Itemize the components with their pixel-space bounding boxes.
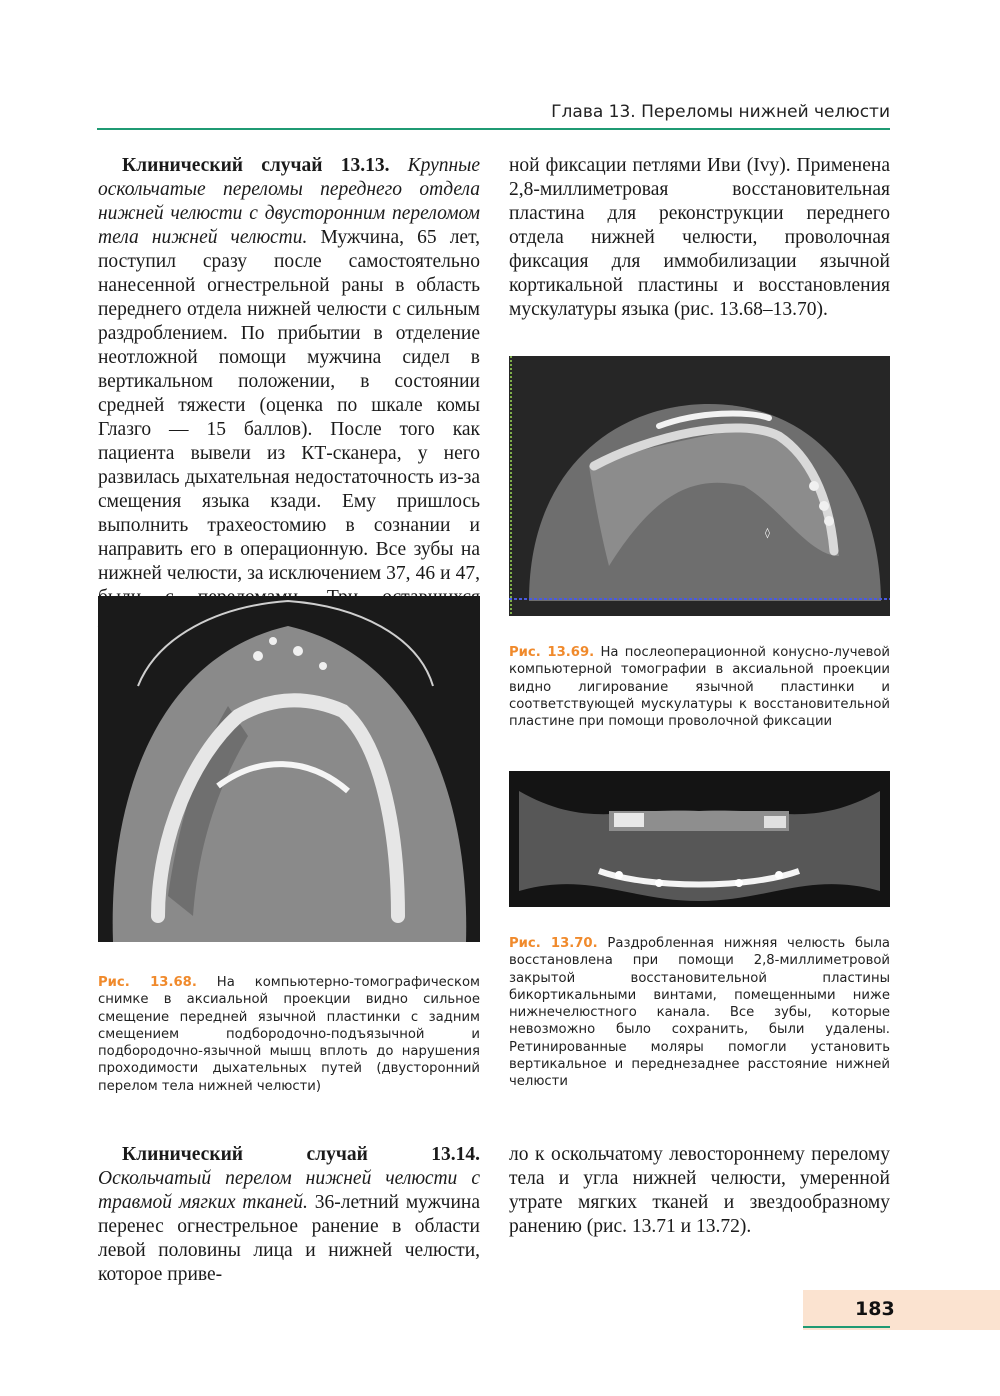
figure-13-70-label: Рис. 13.70. — [509, 936, 598, 951]
case-13-14-subtitle: Оскольчатый перелом нижней челюсти с травмой мягких тканей. — [98, 1168, 480, 1213]
figure-13-68-text: На компьютерно-томографическом снимке в аксиальной проекции видно сильное смещение передней язычной пластинки с задним смещением подбородочно-подъязычной и подбородочно-язычной мышц вплоть до нарушения проходимости дыхательных путей (двусторонний перелом тела нижней челюсти) — [98, 975, 480, 1094]
figure-13-68-label: Рис. 13.68. — [98, 975, 197, 990]
page-number-box — [803, 1290, 1000, 1330]
wire-marker-icon: ◊ — [765, 528, 770, 539]
figure-13-69-image — [509, 356, 890, 616]
figure-13-68-caption — [98, 974, 480, 1095]
figure-13-69-caption — [509, 644, 890, 730]
figure-13-68-image — [98, 596, 480, 942]
chapter-title: Глава 13. Переломы нижней челюсти — [551, 102, 890, 122]
case-13-14-continuation: ло к оскольчатому левостороннему перелому тела и угла нижней челюсти, умеренной утрате мягких тканей и звездообразному ранению (рис. 13.71 и 13.72). — [509, 1144, 890, 1237]
case-13-13-heading: Клинический случай 13.13. — [122, 155, 390, 176]
figure-13-70-image — [509, 771, 890, 907]
case-13-14-paragraph — [98, 1143, 480, 1287]
figure-13-70-text: Раздробленная нижняя челюсть была восстановлена при помощи 2,8-миллиметровой закрытой восстановительной пластины бикортикальными винтами, помещенными ниже нижнечелюстного канала. Все зубы, которые невозможно было сохранить, были удалены. Ретинированные моляры помогли установить вертикальное и переднезаднее расстояние нижней челюсти — [509, 936, 890, 1090]
case-13-13-continuation: ной фиксации петлями Иви (Ivy). Применена 2,8-миллиметровая восстановительная пластина для реконструкции переднего отдела нижней челюсти, проволочная фиксация для иммобилизации язычной кортикальной пластины и восстановления мускулатуры языка (рис. 13.68–13.70). — [509, 155, 890, 320]
case-13-14-heading: Клинический случай 13.14. — [122, 1144, 480, 1165]
header-rule — [97, 128, 890, 130]
case-13-13-paragraph — [98, 154, 480, 658]
figure-13-70-caption — [509, 935, 890, 1091]
footer-rule — [803, 1326, 890, 1328]
case-13-14-body: 36-летний мужчина перенес огнестрельное ранение в области левой половины лица и нижней челюсти, которое приве- — [98, 1192, 480, 1285]
page-number: 183 — [855, 1298, 895, 1320]
case-13-13-body: Мужчина, 65 лет, поступил сразу после самостоятельно нанесенной огнестрельной раны в область переднего отдела нижней челюсти с сильным раздроблением. По прибытии в отделение неотложной помощи мужчина сидел в вертикальном положении, в состоянии средней тяжести (оценка по шкале комы Глазго — 15 баллов). После того как пациента вывели из КТ-сканера, у него развилась дыхательная недостаточность из-за смещения языка кзади. Ему пришлось выполнить трахеостомию в сознании и направить его в операционную. Все зубы на нижней челюсти, за исключением 37, 46 и 47, — [98, 227, 481, 584]
figure-13-69-label: Рис. 13.69. — [509, 645, 595, 660]
figure-13-69-text: На послеоперационной конусно-лучевой компьютерной томографии в аксиальной проекции видно лигирование язычной пластинки и соответствующей мускулатуры к восстановительной пластине при помощи проволочной фиксации — [509, 645, 891, 730]
case-13-13-subtitle: Крупные оскольчатые переломы переднего отдела нижней челюсти с двусторонним переломом тела нижней челюсти. — [98, 155, 481, 248]
